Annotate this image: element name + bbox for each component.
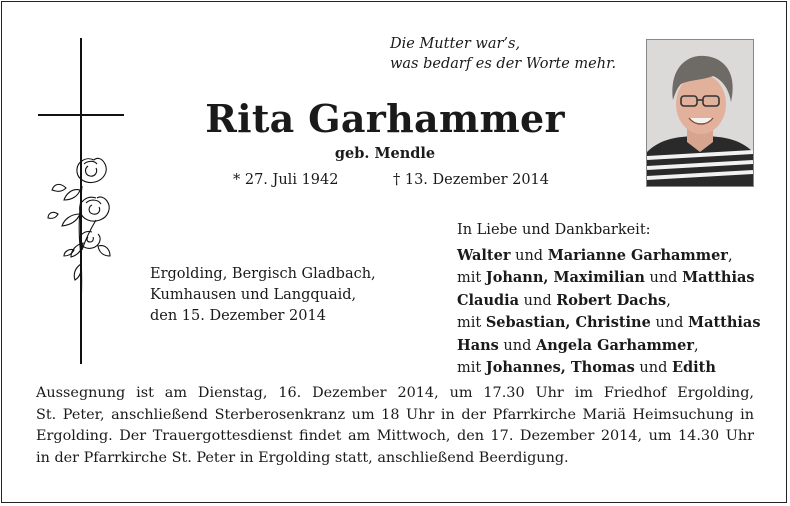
family-connector: und: [650, 315, 689, 331]
portrait-illustration: [647, 40, 753, 186]
quote-line-2: was bedarf es der Worte mehr.: [390, 56, 617, 72]
portrait-photo: [646, 39, 754, 187]
family-intro: In Liebe und Dankbarkeit:: [457, 222, 651, 238]
birth-date: * 27. Juli 1942: [233, 172, 339, 188]
family-name: Marianne Garhammer: [547, 246, 728, 264]
deceased-name: Rita Garhammer: [205, 96, 565, 141]
family-name: Matthias: [682, 269, 755, 286]
family-connector: und: [498, 337, 536, 354]
family-line: [457, 335, 760, 358]
family-name: Claudia: [457, 291, 520, 309]
family-name: Hans: [457, 336, 499, 354]
family-name: Angela Garhammer: [536, 336, 695, 354]
family-punct: ,: [694, 337, 699, 354]
ceremony-line-4: in der Pfarrkirche St. Peter in Ergolding statt, anschließend Beerdigung.: [36, 449, 569, 466]
family-line: [457, 290, 760, 313]
ceremony-text: [36, 383, 754, 469]
family-line: [457, 312, 760, 335]
memorial-quote: [390, 34, 616, 74]
family-connector: mit: [457, 315, 486, 331]
family-name: Sebastian, Christine: [485, 314, 651, 331]
family-name: Johann, Maximilian: [485, 269, 645, 286]
death-date: † 13. Dezember 2014: [393, 172, 550, 188]
places-block: [150, 264, 376, 327]
family-line: [457, 357, 760, 380]
quote-line-1: Die Mutter war’s,: [390, 36, 521, 52]
places-line-2: Kumhausen und Langquaid,: [150, 287, 357, 303]
family-connector: und: [644, 270, 683, 286]
family-name: Walter: [457, 246, 511, 264]
places-line-1: Ergolding, Bergisch Gladbach,: [150, 266, 376, 282]
family-name: Matthias: [688, 314, 761, 331]
ceremony-line-3: Ergolding. Der Trauergottesdienst findet am Mittwoch, den 17. Dezember 2014, um 14.30 Uhr: [36, 428, 754, 444]
ceremony-line-2: St. Peter, anschließend Sterberosenkranz um 18 Uhr in der Pfarrkirche Mariä Heimsuchung in: [36, 406, 754, 423]
maiden-name: geb. Mendle: [334, 145, 436, 162]
family-punct: ,: [727, 247, 733, 264]
family-block: [457, 220, 760, 380]
family-name: Johannes, Thomas: [485, 359, 635, 376]
family-line: [457, 267, 760, 290]
family-connector: und: [510, 247, 548, 264]
family-name: Edith: [671, 359, 716, 376]
family-connector: mit: [457, 270, 486, 286]
family-punct: ,: [666, 292, 671, 309]
cross-with-roses-icon: [36, 38, 136, 364]
family-name: Robert Dachs: [556, 291, 667, 309]
ceremony-line-1: Aussegnung ist am Dienstag, 16. Dezember 2014, um 17.30 Uhr im Friedhof Ergolding,: [36, 385, 754, 401]
family-line: [457, 245, 760, 268]
family-connector: mit: [457, 360, 486, 376]
places-date: den 15. Dezember 2014: [150, 308, 326, 324]
family-connector: und: [634, 360, 672, 376]
family-connector: und: [519, 292, 557, 309]
